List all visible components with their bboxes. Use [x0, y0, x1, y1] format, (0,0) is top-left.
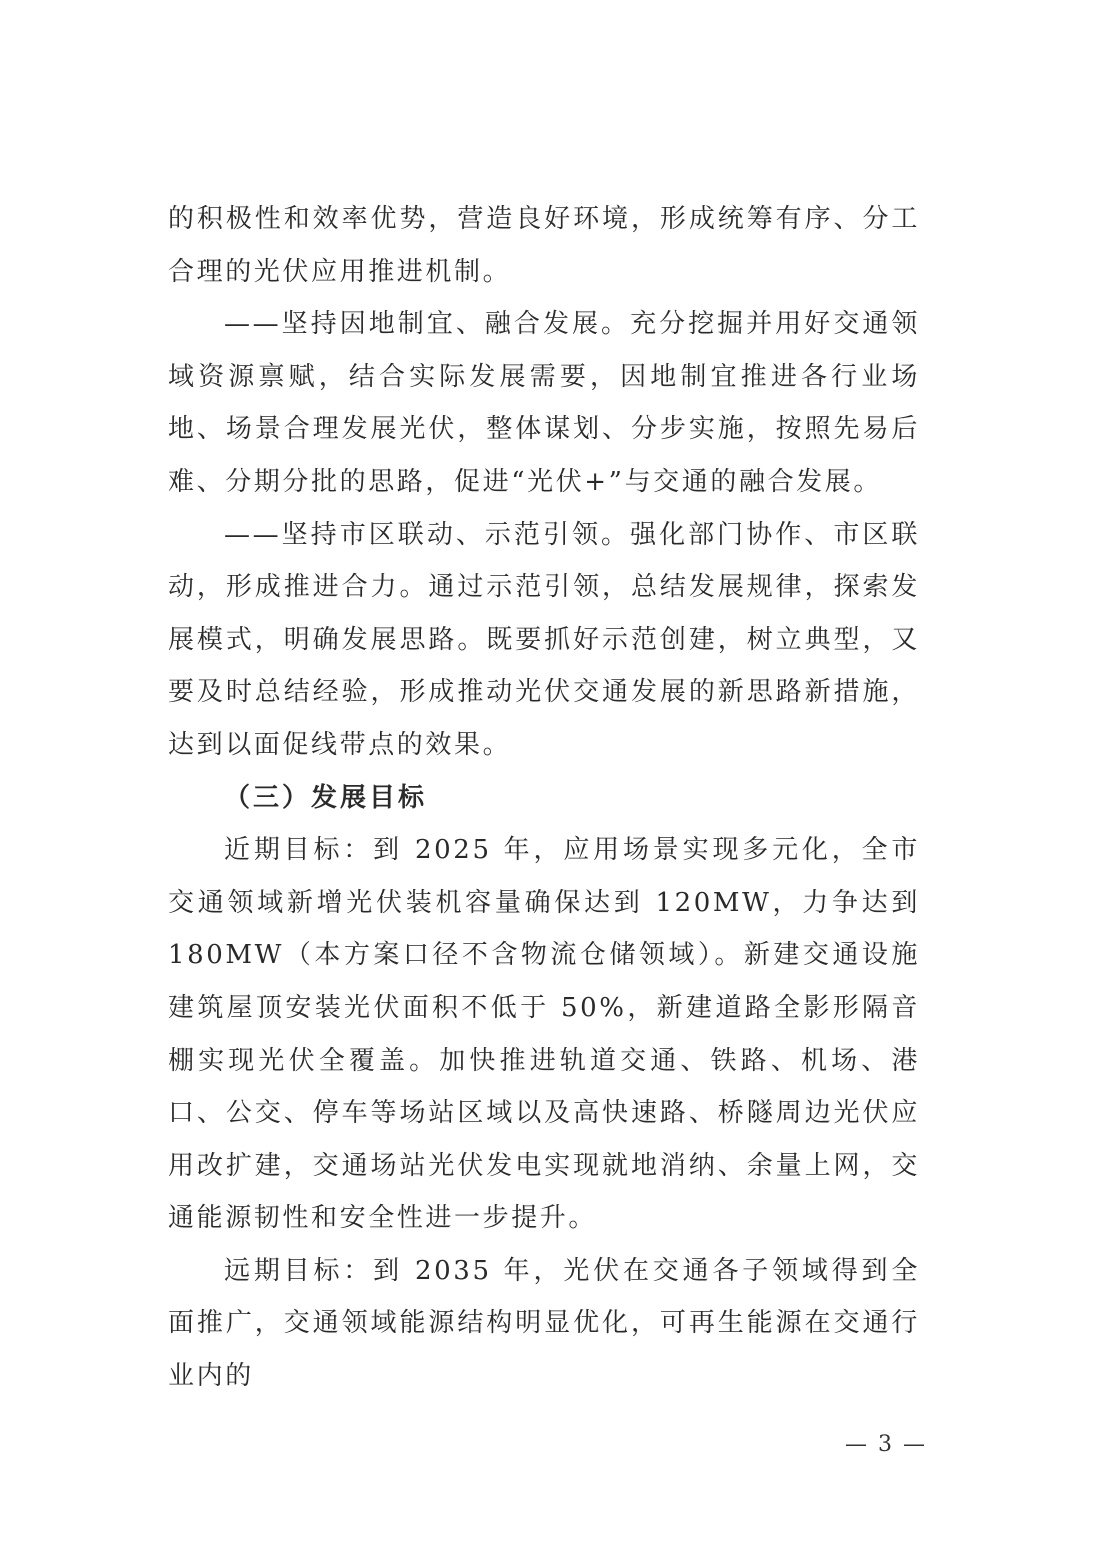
paragraph: 近期目标：到 2025 年，应用场景实现多元化，全市交通领域新增光伏装机容量确保达到 120MW，力争达到 180MW（本方案口径不含物流仓储领域）。新建交通设施建筑屋顶安装光伏面积不低于 50%，新建道路全影形隔音棚实现光伏全覆盖。加快推进轨道交通、铁路、机场、港口、公交、停车等场站区域以及高快速路、桥隧周边光伏应用改扩建，交通场站光伏发电实现就地消纳、余量上网，交通能源韧性和安全性进一步提升。 — [168, 835, 920, 1234]
section-heading: （三）发展目标 — [224, 782, 428, 813]
page-number: — 3 — — [845, 1432, 927, 1457]
paragraph: 远期目标：到 2035 年，光伏在交通各子领域得到全面推广，交通领域能源结构明显优化，可再生能源在交通行业内的 — [168, 1255, 920, 1392]
paragraph: ——坚持市区联动、示范引领。强化部门协作、市区联动，形成推进合力。通过示范引领，总结发展规律，探索发展模式，明确发展思路。既要抓好示范创建，树立典型，又要及时总结经验，形成推动光伏交通发展的新思路新措施，达到以面促线带点的效果。 — [168, 519, 920, 760]
paragraph: ——坚持因地制宜、融合发展。充分挖掘并用好交通领域资源禀赋，结合实际发展需要，因地制宜推进各行业场地、场景合理发展光伏，整体谋划、分步实施，按照先易后难、分期分批的思路，促进“光伏+”与交通的融合发展。 — [168, 309, 920, 497]
paragraph: 的积极性和效率优势，营造良好环境，形成统筹有序、分工合理的光伏应用推进机制。 — [168, 204, 920, 287]
body-text — [168, 193, 920, 1403]
